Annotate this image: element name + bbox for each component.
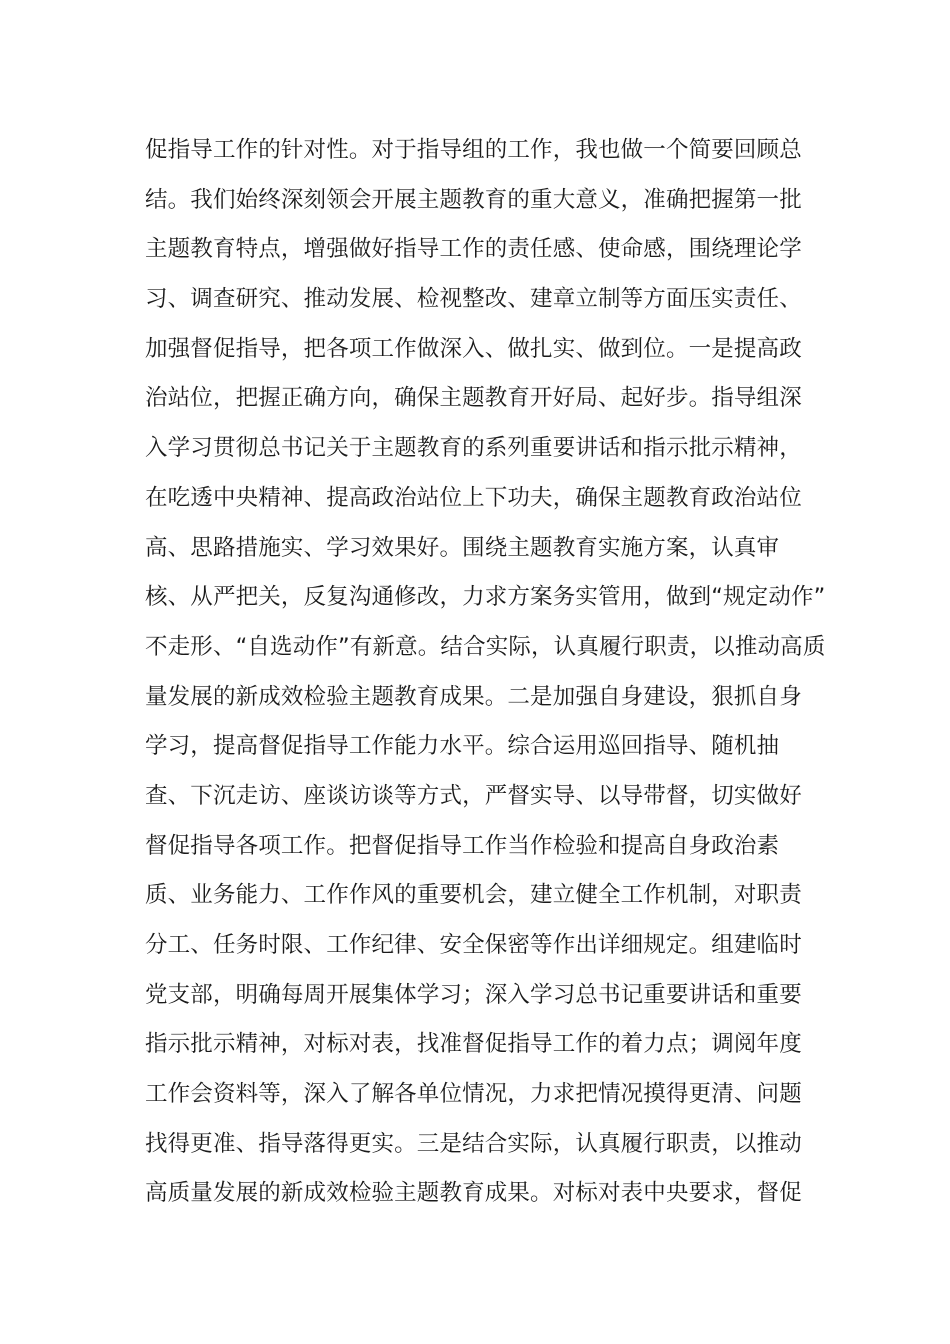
text-line: 在吃透中央精神、提高政治站位上下功夫，确保主题教育政治站位	[145, 484, 802, 511]
text-line: 找得更准、指导落得更实。三是结合实际，认真履行职责，以推动	[145, 1130, 802, 1157]
body-paragraph	[145, 126, 825, 1219]
text-line: 高、思路措施实、学习效果好。围绕主题教育实施方案，认真审	[145, 534, 780, 561]
text-line: 治站位，把握正确方向，确保主题教育开好局、起好步。指导组深	[145, 385, 802, 412]
text-line: 高质量发展的新成效检验主题教育成果。对标对表中央要求，督促	[145, 1180, 802, 1207]
text-line: 习、调查研究、推动发展、检视整改、建章立制等方面压实责任、	[145, 286, 802, 313]
text-line: 核、从严把关，反复沟通修改，力求方案务实管用，做到“规定动作”	[145, 584, 826, 611]
text-line: 加强督促指导，把各项工作做深入、做扎实、做到位。一是提高政	[145, 335, 802, 362]
text-line: 质、业务能力、工作作风的重要机会，建立健全工作机制，对职责	[145, 882, 802, 909]
text-line: 促指导工作的针对性。对于指导组的工作，我也做一个简要回顾总	[145, 137, 802, 163]
text-line: 工作会资料等，深入了解各单位情况，力求把情况摸得更清、问题	[145, 1081, 802, 1108]
text-line: 党支部，明确每周开展集体学习；深入学习总书记重要讲话和重要	[145, 981, 802, 1008]
text-line: 结。我们始终深刻领会开展主题教育的重大意义，准确把握第一批	[145, 186, 802, 213]
text-line: 指示批示精神，对标对表，找准督促指导工作的着力点；调阅年度	[145, 1031, 802, 1058]
text-line: 入学习贯彻总书记关于主题教育的系列重要讲话和指示批示精神，	[145, 435, 802, 462]
text-line: 量发展的新成效检验主题教育成果。二是加强自身建设，狠抓自身	[145, 683, 802, 710]
text-line: 分工、任务时限、工作纪律、安全保密等作出详细规定。组建临时	[145, 932, 802, 958]
text-line: 督促指导各项工作。把督促指导工作当作检验和提高自身政治素	[145, 832, 780, 859]
text-line: 查、下沉走访、座谈访谈等方式，严督实导、以导带督，切实做好	[145, 782, 802, 809]
text-line: 主题教育特点，增强做好指导工作的责任感、使命感，围绕理论学	[145, 236, 802, 263]
text-line: 学习，提高督促指导工作能力水平。综合运用巡回指导、随机抽	[145, 733, 780, 760]
text-line: 不走形、“自选动作”有新意。结合实际，认真履行职责，以推动高质	[145, 633, 826, 660]
